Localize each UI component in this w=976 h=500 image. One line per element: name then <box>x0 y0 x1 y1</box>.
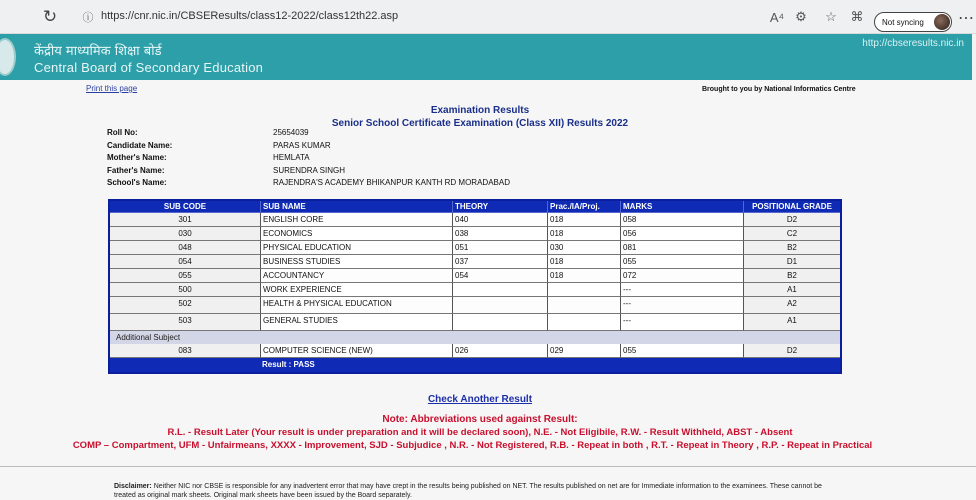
marks-table <box>108 199 842 374</box>
theory-marks: 040 <box>452 213 547 227</box>
sub-name: WORK EXPERIENCE <box>260 283 452 297</box>
info-icon[interactable]: ⓘ <box>82 12 94 24</box>
info-label: School's Name: <box>107 178 167 187</box>
page-title: Examination Results <box>430 105 530 116</box>
table-row <box>110 344 840 358</box>
sub-code: 301 <box>110 213 260 227</box>
sub-name: PHYSICAL EDUCATION <box>260 241 452 255</box>
cbse-logo <box>0 38 16 76</box>
grade: C2 <box>743 227 840 241</box>
sub-name: BUSINESS STUDIES <box>260 255 452 269</box>
sub-code: 055 <box>110 269 260 283</box>
theory-marks: 037 <box>452 255 547 269</box>
theory-marks: 038 <box>452 227 547 241</box>
result-row <box>110 358 840 372</box>
grade: A2 <box>743 297 840 314</box>
prac-marks <box>547 314 620 331</box>
total-marks: 072 <box>620 269 743 283</box>
total-marks: 055 <box>620 255 743 269</box>
grade: A1 <box>743 283 840 297</box>
sub-name: ACCOUNTANCY <box>260 269 452 283</box>
header-grade: POSITIONAL GRADE <box>743 201 840 213</box>
prac-marks: 018 <box>547 255 620 269</box>
page-subtitle: Senior School Certificate Examination (Class XII) Results 2022 <box>331 118 629 129</box>
disclaimer-text: Neither NIC nor CBSE is responsible for any inadvertent error that may have crept in the results being published on NET. The results published on net are for Immediate information to the examinees. These cannot be treated as original mark sheets. Original mark sheets have been issued by the Board separately. <box>114 483 822 499</box>
prac-marks: 030 <box>547 241 620 255</box>
header-sub-code: SUB CODE <box>110 201 260 213</box>
additional-subject-label: Additional Subject <box>116 333 181 342</box>
disclaimer-label: Disclaimer: <box>114 483 152 490</box>
sub-code: 048 <box>110 241 260 255</box>
divider <box>0 466 976 467</box>
table-row <box>110 213 840 227</box>
total-marks: --- <box>620 283 743 297</box>
collections-icon[interactable]: ⌘ <box>850 9 864 24</box>
hindi-board-title: केंद्रीय माध्यमिक शिक्षा बोर्ड <box>34 44 162 59</box>
note-line-2: COMP – Compartment, UFM - Unfairmeans, XXXX - Improvement, SJD - Subjudice , N.R. - Not Registered, R.B. - Repeat in both , R.T. - Repeat in Theory , R.P. - Repeat in Practical <box>72 440 873 451</box>
info-value: PARAS KUMAR <box>273 141 331 150</box>
english-board-title: Central Board of Secondary Education <box>34 60 264 75</box>
nic-credit: Brought to you by National Informatics Centre <box>702 86 856 93</box>
table-row <box>110 283 840 297</box>
sub-name: COMPUTER SCIENCE (NEW) <box>260 344 452 358</box>
total-marks: 058 <box>620 213 743 227</box>
sub-code: 503 <box>110 314 260 331</box>
total-marks: 055 <box>620 344 743 358</box>
total-marks: --- <box>620 297 743 314</box>
table-row <box>110 314 840 331</box>
info-label: Mother's Name: <box>107 153 167 162</box>
header-sub-name: SUB NAME <box>260 201 452 213</box>
prac-marks: 018 <box>547 269 620 283</box>
site-url-text: http://cbseresults.nic.in <box>862 38 964 49</box>
more-options-icon[interactable]: ⋯ <box>958 10 974 27</box>
table-row <box>110 241 840 255</box>
sub-code: 500 <box>110 283 260 297</box>
header-marks: MARKS <box>620 201 743 213</box>
theory-marks <box>452 297 547 314</box>
sub-code: 054 <box>110 255 260 269</box>
table-header-row <box>110 201 840 213</box>
address-bar[interactable]: https://cnr.nic.in/CBSEResults/class12-2022/class12th22.asp <box>101 10 399 22</box>
check-another-result-link[interactable]: Check Another Result <box>427 394 533 405</box>
grade: B2 <box>743 269 840 283</box>
table-row <box>110 297 840 314</box>
reload-icon[interactable]: ↻ <box>42 7 58 26</box>
grade: A1 <box>743 314 840 331</box>
table-row <box>110 255 840 269</box>
sub-name: HEALTH & PHYSICAL EDUCATION <box>260 297 452 314</box>
sub-name: ENGLISH CORE <box>260 213 452 227</box>
info-label: Father's Name: <box>107 166 165 175</box>
sub-name: GENERAL STUDIES <box>260 314 452 331</box>
prac-marks: 018 <box>547 227 620 241</box>
prac-marks: 018 <box>547 213 620 227</box>
print-page-link[interactable]: Print this page <box>86 84 138 93</box>
prac-marks <box>547 283 620 297</box>
favorite-star-icon[interactable]: ☆ <box>825 9 837 24</box>
read-aloud-icon[interactable]: A⁴ <box>769 9 785 25</box>
info-value: 25654039 <box>273 128 309 137</box>
table-row <box>110 227 840 241</box>
theory-marks: 051 <box>452 241 547 255</box>
header-theory: THEORY <box>452 201 547 213</box>
browser-toolbar <box>0 0 976 34</box>
disclaimer <box>114 482 844 500</box>
theory-marks <box>452 314 547 331</box>
sub-code: 502 <box>110 297 260 314</box>
sync-label: Not syncing <box>882 17 924 27</box>
sub-code: 030 <box>110 227 260 241</box>
info-label: Candidate Name: <box>107 141 173 150</box>
prac-marks: 029 <box>547 344 620 358</box>
info-value: HEMLATA <box>273 153 310 162</box>
theory-marks: 054 <box>452 269 547 283</box>
theory-marks <box>452 283 547 297</box>
note-title: Note: Abbreviations used against Result: <box>382 414 578 425</box>
total-marks: 081 <box>620 241 743 255</box>
sub-code: 083 <box>110 344 260 358</box>
grade: D2 <box>743 344 840 358</box>
site-header <box>0 34 972 80</box>
table-row <box>110 269 840 283</box>
info-value: RAJENDRA'S ACADEMY BHIKANPUR KANTH RD MORADABAD <box>273 178 510 187</box>
note-line-1: R.L. - Result Later (Your result is under preparation and it will be declared soon), N.E. - Not Eligibile, R.W. - Result Withheld, ABST - Absent <box>167 427 793 438</box>
profile-sync-button[interactable] <box>874 12 952 32</box>
theory-marks: 026 <box>452 344 547 358</box>
prac-marks <box>547 297 620 314</box>
grade: D1 <box>743 255 840 269</box>
avatar <box>934 14 950 30</box>
header-prac: Prac./IA/Proj. <box>547 201 620 213</box>
grade: B2 <box>743 241 840 255</box>
sub-name: ECONOMICS <box>260 227 452 241</box>
total-marks: 056 <box>620 227 743 241</box>
total-marks: --- <box>620 314 743 331</box>
app-icon[interactable]: ⚙ <box>795 9 807 24</box>
result-status: Result : PASS <box>262 360 315 369</box>
grade: D2 <box>743 213 840 227</box>
additional-subject-row <box>110 331 840 344</box>
info-value: SURENDRA SINGH <box>273 166 346 175</box>
info-label: Roll No: <box>107 128 138 137</box>
